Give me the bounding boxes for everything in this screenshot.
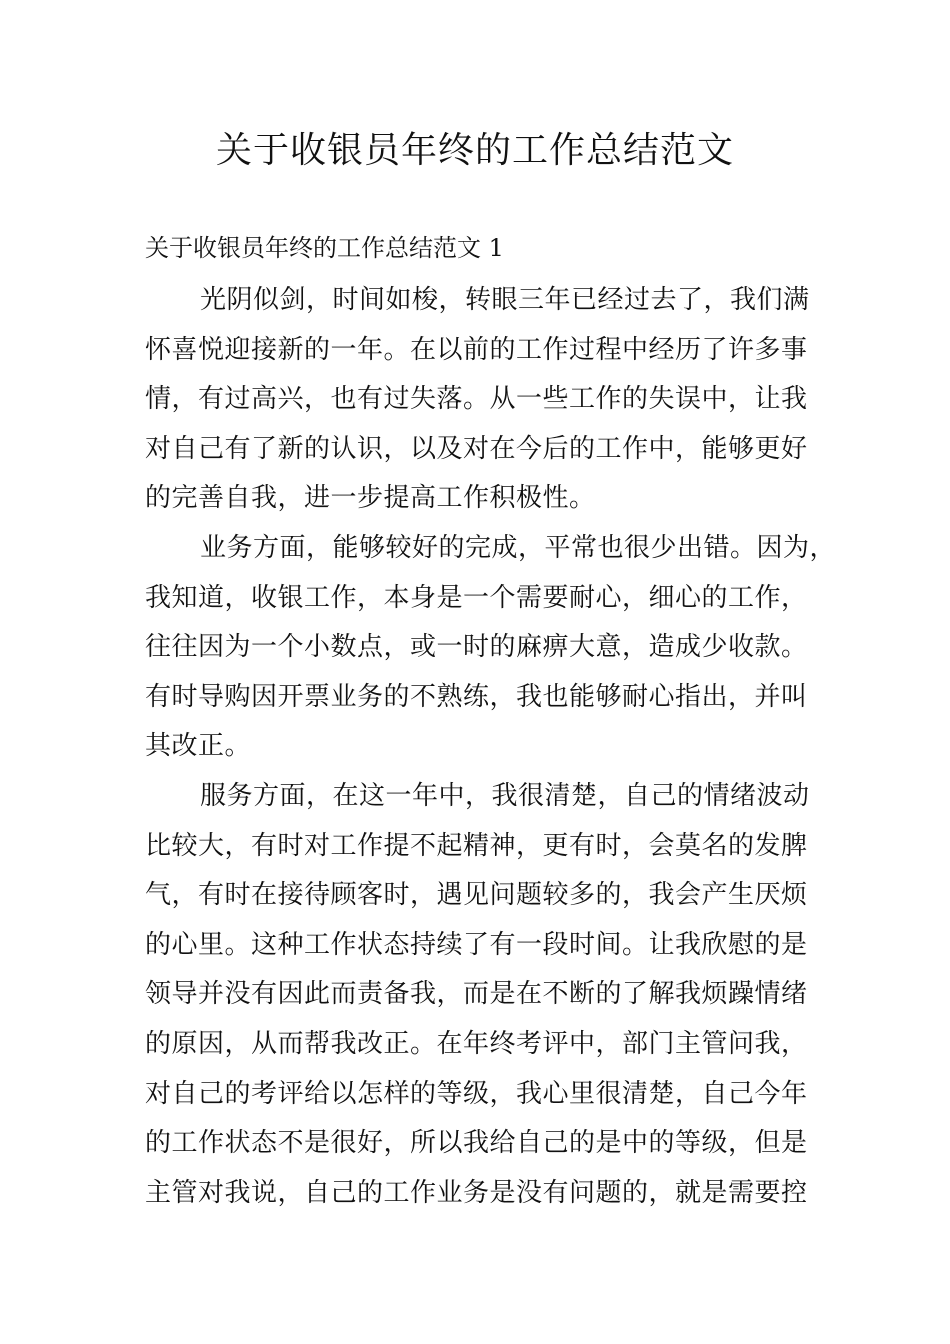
paragraph-line: 对自己有了新的认识，以及对在今后的工作中，能够更好 (145, 434, 808, 464)
section-heading: 关于收银员年终的工作总结范文 1 (145, 234, 504, 262)
paragraph-line: 服务方面，在这一年中，我很清楚，自己的情绪波动 (200, 781, 810, 811)
paragraph-line: 的心里。这种工作状态持续了有一段时间。让我欣慰的是 (145, 930, 808, 960)
paragraph-line: 情，有过高兴，也有过失落。从一些工作的失误中，让我 (145, 384, 808, 414)
paragraph-line: 有时导购因开票业务的不熟练，我也能够耐心指出，并叫 (145, 682, 808, 712)
document-title: 关于收银员年终的工作总结范文 (215, 130, 734, 171)
paragraph-line: 的完善自我，进一步提高工作积极性。 (145, 483, 596, 513)
paragraph-line: 业务方面，能够较好的完成，平常也很少出错。因为， (200, 533, 837, 563)
paragraph-line: 领导并没有因此而责备我，而是在不断的了解我烦躁情绪 (145, 979, 808, 1009)
paragraph-line: 光阴似剑，时间如梭，转眼三年已经过去了，我们满 (200, 285, 810, 315)
paragraph-line: 主管对我说，自己的工作业务是没有问题的，就是需要控 (145, 1178, 808, 1208)
paragraph-line: 对自己的考评给以怎样的等级，我心里很清楚，自己今年 (145, 1079, 808, 1109)
paragraph-line: 其改正。 (145, 731, 252, 761)
paragraph-line: 我知道，收银工作，本身是一个需要耐心，细心的工作， (145, 583, 808, 613)
paragraph-line: 的原因，从而帮我改正。在年终考评中，部门主管问我， (145, 1029, 808, 1059)
paragraph-line: 怀喜悦迎接新的一年。在以前的工作过程中经历了许多事 (145, 335, 808, 365)
paragraph-line: 往往因为一个小数点，或一时的麻痹大意，造成少收款。 (145, 632, 808, 662)
paragraph-line: 的工作状态不是很好，所以我给自己的是中的等级，但是 (145, 1128, 808, 1158)
paragraph-line: 气，有时在接待顾客时，遇见问题较多的，我会产生厌烦 (145, 880, 808, 910)
paragraph-line: 比较大，有时对工作提不起精神，更有时，会莫名的发脾 (145, 831, 808, 861)
